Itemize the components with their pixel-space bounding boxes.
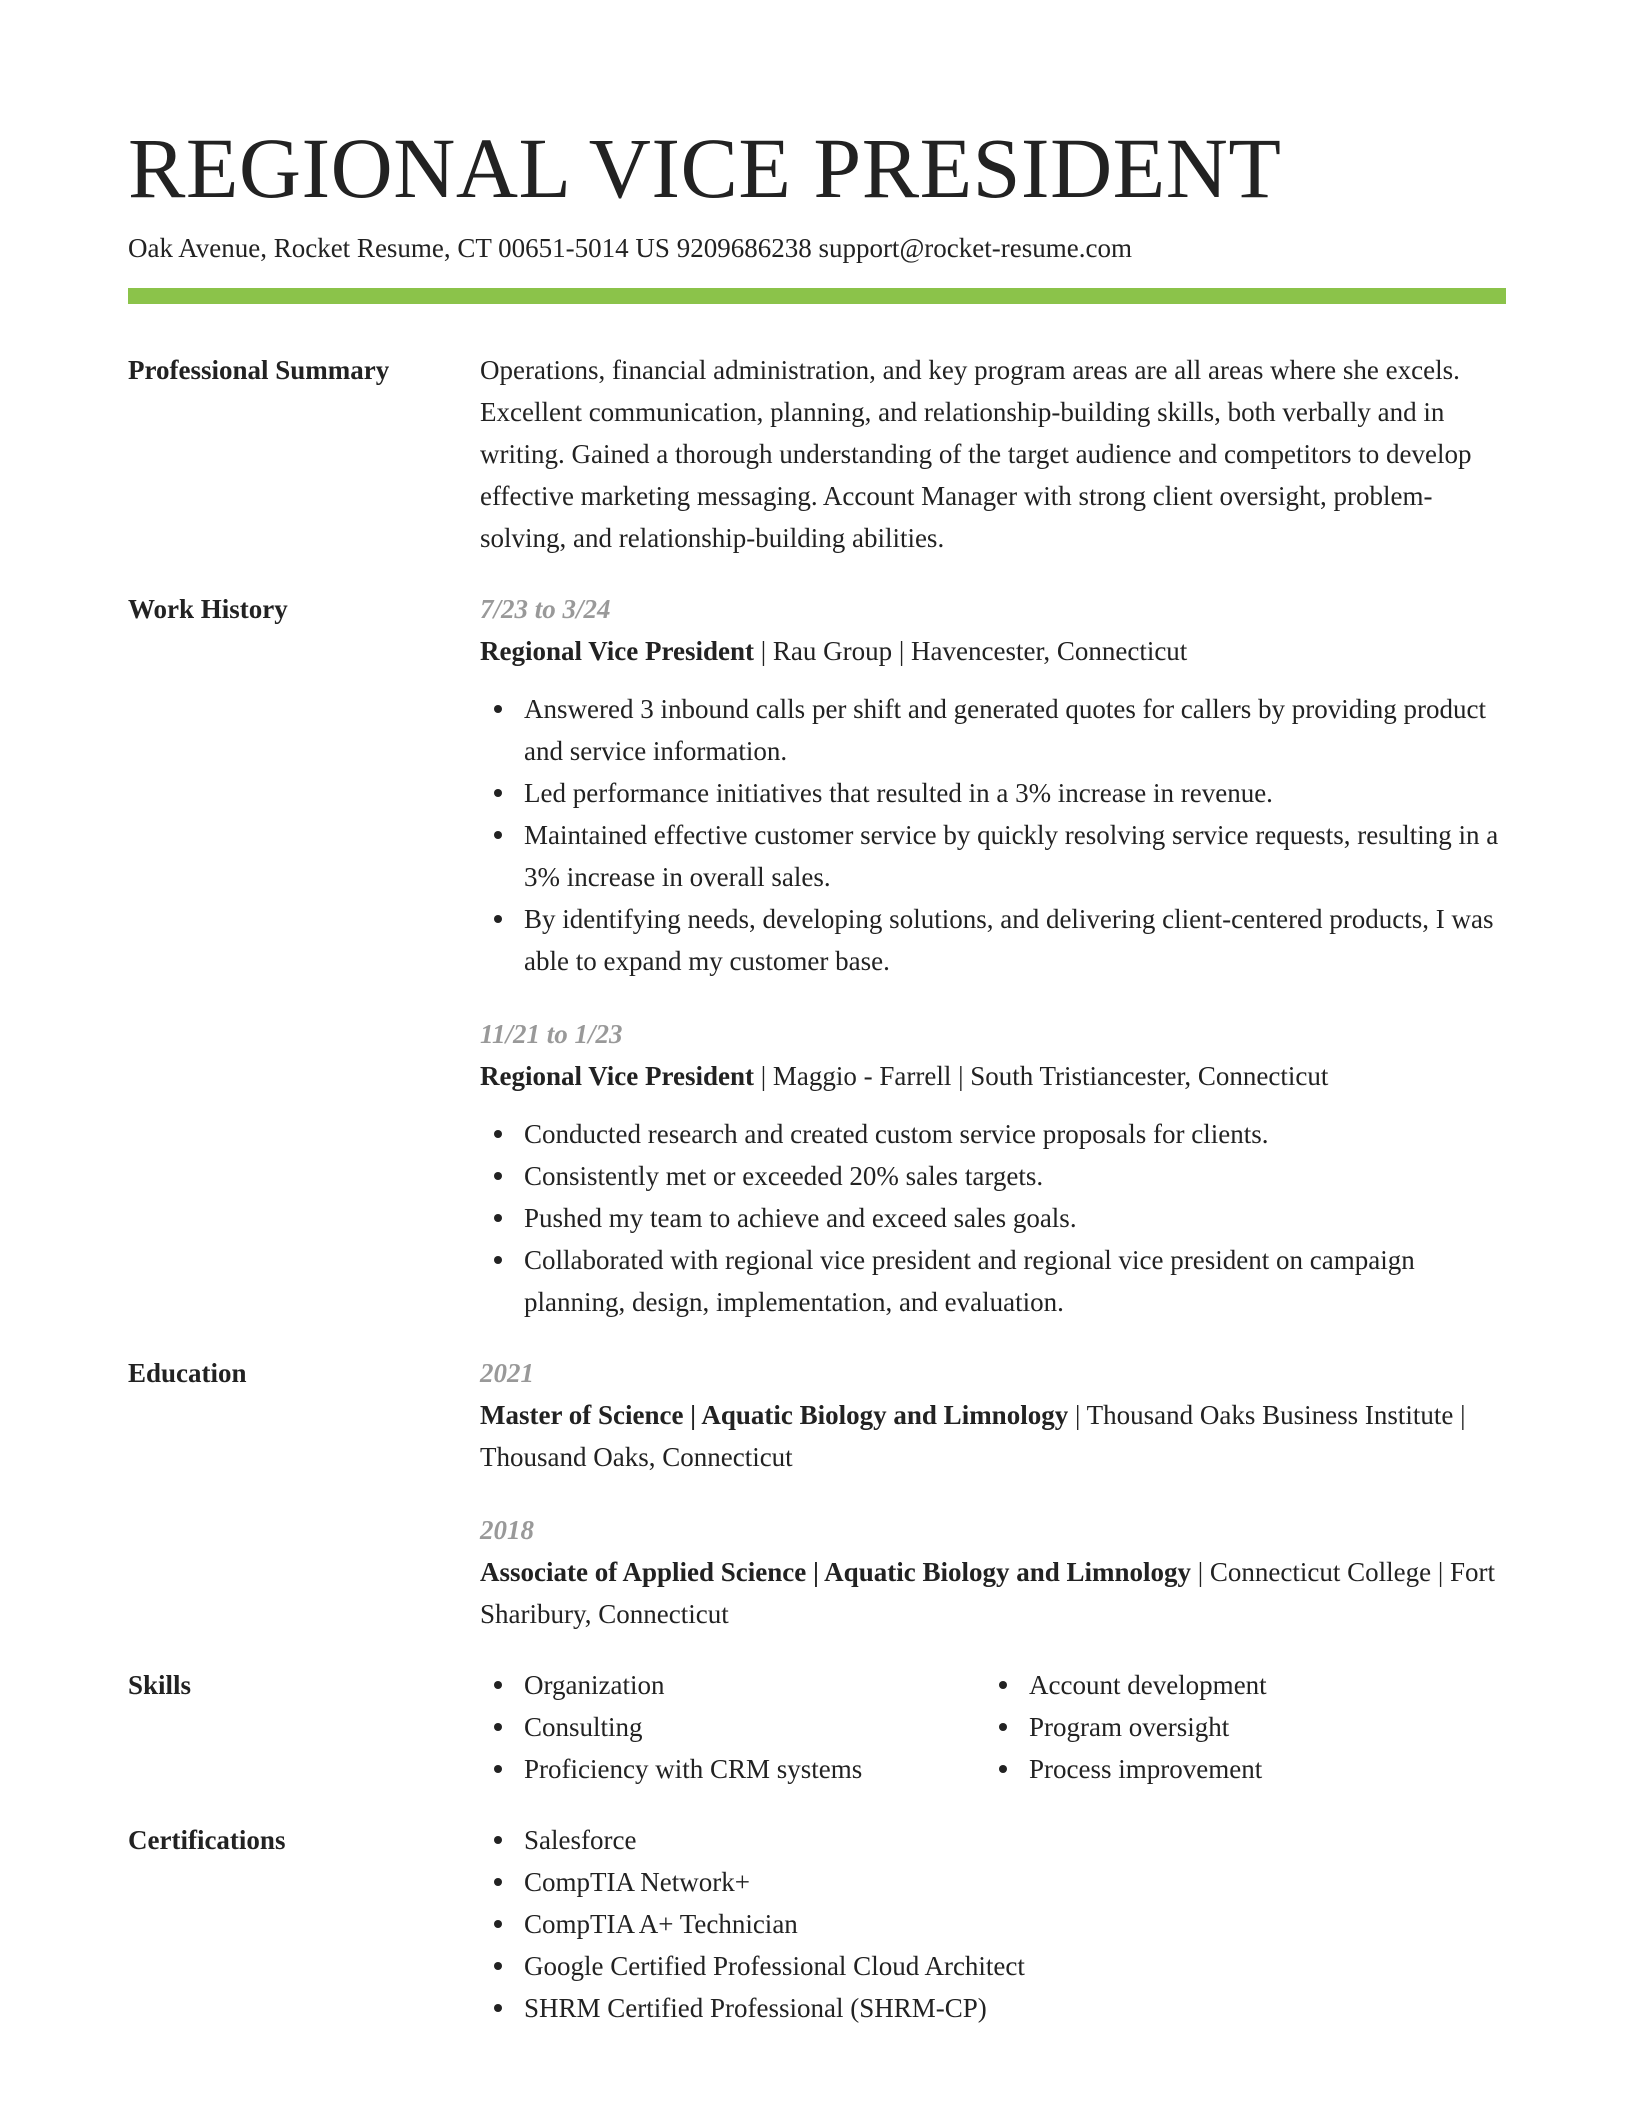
- work-section: [128, 588, 1506, 1323]
- school-details: | Connecticut College | Fort Sharibury, Connecticut: [480, 1557, 1496, 1629]
- job-entry: [480, 588, 1506, 982]
- list-item: Collaborated with regional vice president and regional vice president on campaign planning, design, implementation, and evaluation.: [480, 1239, 1506, 1323]
- list-item: CompTIA Network+: [480, 1861, 1506, 1903]
- skills-section: [128, 1664, 1506, 1790]
- list-item: Consulting: [480, 1706, 985, 1748]
- job-heading: [480, 1055, 1506, 1097]
- contact-line: Oak Avenue, Rocket Resume, CT 00651-5014 US 9209686238 support@rocket-resume.com: [128, 233, 1132, 263]
- work-entries: [480, 588, 1506, 1323]
- list-item: CompTIA A+ Technician: [480, 1903, 1506, 1945]
- education-entry: [480, 1509, 1506, 1635]
- header-divider: [128, 288, 1506, 304]
- resume-name: REGIONAL VICE PRESIDENT: [128, 120, 1282, 216]
- list-item: Pushed my team to achieve and exceed sales goals.: [480, 1197, 1506, 1239]
- education-entries: [480, 1352, 1506, 1635]
- job-title: Regional Vice President: [480, 1061, 754, 1091]
- list-item: Account development: [985, 1664, 1490, 1706]
- list-item: Organization: [480, 1664, 985, 1706]
- work-label: Work History: [128, 594, 288, 624]
- school-details: | Thousand Oaks Business Institute | Thousand Oaks, Connecticut: [480, 1400, 1466, 1472]
- skills-grid: [480, 1664, 1506, 1790]
- list-item: Program oversight: [985, 1706, 1490, 1748]
- list-item: Conducted research and created custom service proposals for clients.: [480, 1113, 1506, 1155]
- job-bullets: [480, 1113, 1506, 1323]
- certifications-section: [128, 1819, 1506, 2029]
- skills-column: [985, 1664, 1490, 1790]
- list-item: SHRM Certified Professional (SHRM-CP): [480, 1987, 1506, 2029]
- list-item: Process improvement: [985, 1748, 1490, 1790]
- degree: Master of Science | Aquatic Biology and Limnology: [480, 1400, 1069, 1430]
- job-details: | Maggio - Farrell | South Tristiancester, Connecticut: [753, 1061, 1329, 1091]
- skills-label: Skills: [128, 1670, 192, 1700]
- summary-text: Operations, financial administration, and key program areas are all areas where she excels. Excellent communication, planning, and relationship-building skills, both verbally and in writing. Gained a thorough understanding of the target audience and competitors to develop effective marketing messaging. Account Manager with strong client oversight, problem-solving, and relationship-building abilities.: [480, 355, 1472, 553]
- skills-column: [480, 1664, 985, 1790]
- job-title: Regional Vice President: [480, 636, 754, 666]
- list-item: Maintained effective customer service by quickly resolving service requests, resulting in a 3% increase in overall sales.: [480, 814, 1506, 898]
- education-heading: [480, 1394, 1506, 1478]
- summary-section: [128, 349, 1506, 559]
- list-item: Led performance initiatives that resulted in a 3% increase in revenue.: [480, 772, 1506, 814]
- resume-page: [128, 118, 1506, 2029]
- education-label: Education: [128, 1358, 247, 1388]
- degree: Associate of Applied Science | Aquatic Biology and Limnology: [480, 1557, 1192, 1587]
- education-heading: [480, 1551, 1506, 1635]
- job-entry: [480, 1013, 1506, 1323]
- list-item: Google Certified Professional Cloud Architect: [480, 1945, 1506, 1987]
- job-heading: [480, 630, 1506, 672]
- education-year: 2018: [480, 1515, 534, 1545]
- list-item: Answered 3 inbound calls per shift and generated quotes for callers by providing product and service information.: [480, 688, 1506, 772]
- job-bullets: [480, 688, 1506, 982]
- summary-label: Professional Summary: [128, 355, 390, 385]
- list-item: Salesforce: [480, 1819, 1506, 1861]
- education-entry: [480, 1352, 1506, 1478]
- list-item: Proficiency with CRM systems: [480, 1748, 985, 1790]
- certifications-list: [480, 1819, 1506, 2029]
- job-details: | Rau Group | Havencester, Connecticut: [753, 636, 1188, 666]
- education-section: [128, 1352, 1506, 1635]
- job-dates: 11/21 to 1/23: [480, 1019, 623, 1049]
- list-item: Consistently met or exceeded 20% sales targets.: [480, 1155, 1506, 1197]
- certifications-label: Certifications: [128, 1825, 286, 1855]
- list-item: By identifying needs, developing solutions, and delivering client-centered products, I was able to expand my customer base.: [480, 898, 1506, 982]
- education-year: 2021: [480, 1358, 534, 1388]
- job-dates: 7/23 to 3/24: [480, 594, 611, 624]
- certifications-body: [480, 1819, 1506, 2029]
